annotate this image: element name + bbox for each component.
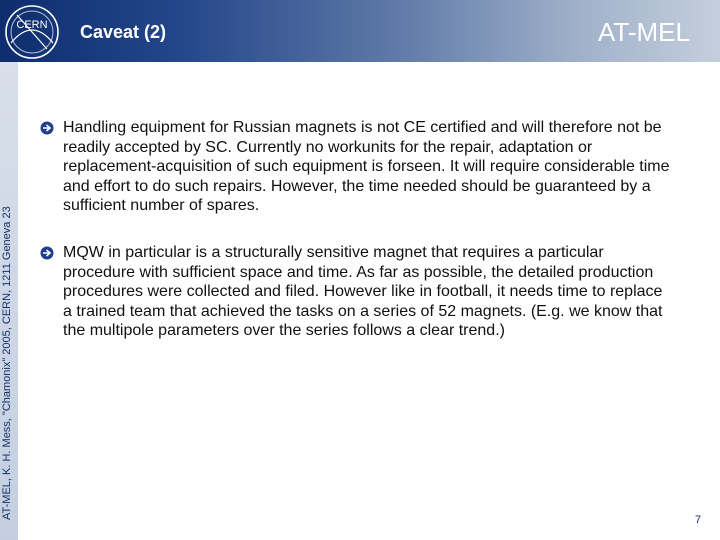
cern-logo-icon bbox=[3, 3, 61, 61]
footer-credit: AT-MEL, K. H. Mess, "Chamonix" 2005, CERN, 1211 Geneva 23 bbox=[1, 206, 13, 520]
slide-header bbox=[0, 0, 720, 62]
department-label: AT-MEL bbox=[598, 17, 690, 47]
cern-logo-text: CERN bbox=[16, 19, 48, 31]
arrow-right-icon bbox=[40, 121, 54, 135]
bullet-list bbox=[40, 118, 670, 368]
bullet-item bbox=[40, 243, 670, 341]
page-number: 7 bbox=[695, 514, 702, 526]
bullet-item bbox=[40, 118, 670, 216]
bullet-text: Handling equipment for Russian magnets is not CE certified and will therefore not be readily accepted by SC. Currently no workunits for the repair, adaptation or replacement-acquisition of such equipment is forseen. It will require considerable time and effort to do such repairs. However, the time needed should be guaranteed by a sufficient number of spares. bbox=[63, 119, 670, 215]
arrow-right-icon bbox=[40, 246, 54, 260]
bullet-text: MQW in particular is a structurally sensitive magnet that requires a particular procedure with sufficient space and time. As far as possible, the detailed production procedures were collected and filed. However like in football, it needs time to replace a trained team that achieved the tasks on a series of 52 magnets. (E.g. we know that the multipole parameters over the series follows a clear trend.) bbox=[63, 243, 663, 340]
slide-title: Caveat (2) bbox=[80, 22, 167, 42]
